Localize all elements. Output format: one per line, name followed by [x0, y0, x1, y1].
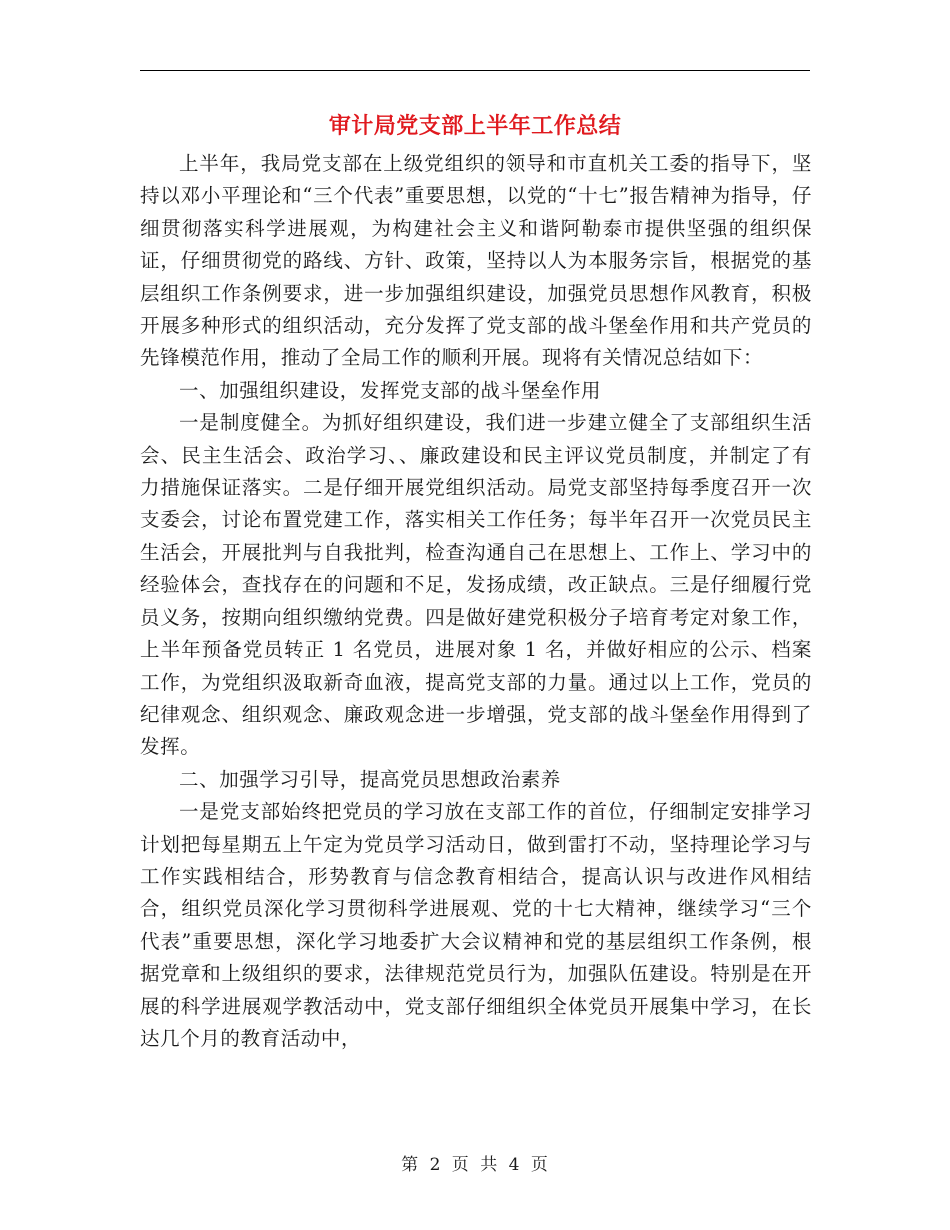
- page-footer: 第 2 页 共 4 页: [401, 1155, 549, 1175]
- paragraph-section-1: 一是制度健全。为抓好组织建设，我们进一步建立健全了支部组织生活会、民主生活会、政治学习、、廉政建设和民主评议党员制度，并制定了有力措施保证落实。二是仔细开展党组织活动。局党支部坚持每季度召开一次支委会，讨论布置党建工作，落实相关工作任务；每半年召开一次党员民主生活会，开展批判与自我批判，检查沟通自己在思想上、工作上、学习中的经验体会，查找存在的问题和不足，发扬成绩，改正缺点。三是仔细履行党员义务，按期向组织缴纳党费。四是做好建党积极分子培育考定对象工作，上半年预备党员转正 1 名党员，进展对象 1 名，并做好相应的公示、档案工作，为党组织汲取新奇血液，提高党支部的力量。通过以上工作，党员的纪律观念、组织观念、廉政观念进一步增强，党支部的战斗堡垒作用得到了发挥。: [140, 411, 812, 759]
- section-heading-2: 二、加强学习引导，提高党员思想政治素养: [179, 767, 561, 791]
- paragraph-section-2: 一是党支部始终把党员的学习放在支部工作的首位，仔细制定安排学习计划把每星期五上午定为党员学习活动日，做到雷打不动，坚持理论学习与工作实践相结合，形势教育与信念教育相结合，提高认识与改进作风相结合，组织党员深化学习贯彻科学进展观、党的十七大精神，继续学习“三个代表”重要思想，深化学习地委扩大会议精神和党的基层组织工作条例，根据党章和上级组织的要求，法律规范党员行为，加强队伍建设。特别是在开展的科学进展观学教活动中，党支部仔细组织全体党员开展集中学习，在长达几个月的教育活动中，: [140, 800, 812, 1050]
- document-body: [140, 148, 812, 1055]
- document-title: 审计局党支部上半年工作总结: [328, 113, 622, 139]
- section-heading-1: 一、加强组织建设，发挥党支部的战斗堡垒作用: [179, 378, 602, 402]
- header-rule: [140, 70, 810, 71]
- paragraph-intro: 上半年，我局党支部在上级党组织的领导和市直机关工委的指导下，坚持以邓小平理论和“三个代表”重要思想，以党的“十七”报告精神为指导，仔细贯彻落实科学进展观，为构建社会主义和谐阿勒泰市提供坚强的组织保证，仔细贯彻党的路线、方针、政策，坚持以人为本服务宗旨，根据党的基层组织工作条例要求，进一步加强组织建设，加强党员思想作风教育，积极开展多种形式的组织活动，充分发挥了党支部的战斗堡垒作用和共产党员的先锋模范作用，推动了全局工作的顺利开展。现将有关情况总结如下：: [140, 152, 812, 370]
